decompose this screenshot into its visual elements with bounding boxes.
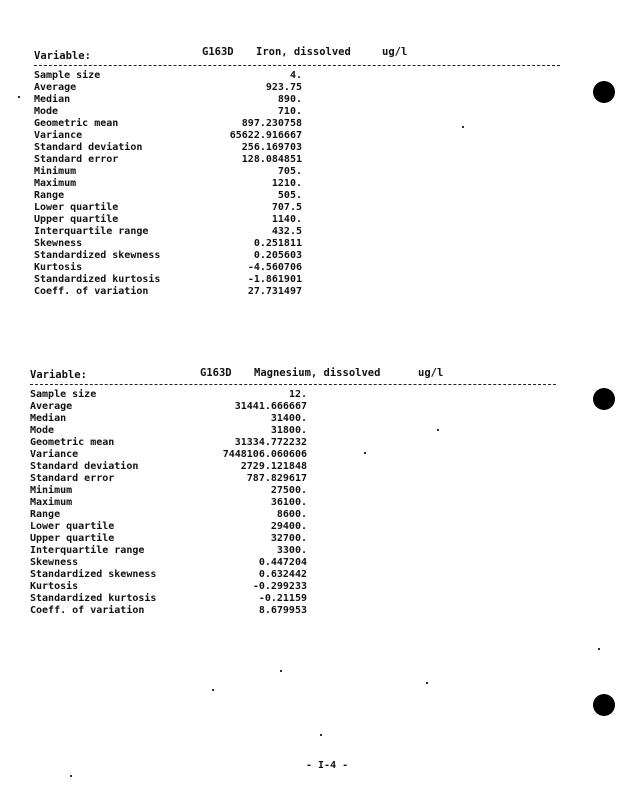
stat-label: Skewness	[30, 557, 79, 568]
stat-row	[30, 557, 564, 569]
stat-row	[34, 274, 564, 286]
stat-label: Range	[34, 190, 65, 201]
punch-hole	[593, 694, 615, 716]
stat-label: Median	[30, 413, 67, 424]
scan-speck	[280, 670, 282, 672]
stat-value: 1140.	[271, 214, 302, 225]
dashed-divider	[30, 384, 556, 385]
variable-code: G163D	[200, 367, 232, 379]
stat-row	[30, 545, 564, 557]
variable-header	[30, 369, 564, 383]
scan-speck	[364, 452, 366, 454]
stat-row	[34, 70, 564, 82]
stat-value: 432.5	[271, 226, 302, 237]
stat-row	[34, 202, 564, 214]
stat-row	[34, 286, 564, 298]
stat-row	[30, 473, 564, 485]
stat-value: 707.5	[271, 202, 302, 213]
stat-label: Sample size	[30, 389, 97, 400]
stat-label: Average	[30, 401, 73, 412]
stat-label: Upper quartile	[34, 214, 119, 225]
stat-row	[34, 94, 564, 106]
stat-label: Range	[30, 509, 61, 520]
stat-row	[30, 485, 564, 497]
stat-value: -0.299233	[252, 581, 307, 592]
scan-speck	[212, 689, 214, 691]
stat-value: 29400.	[270, 521, 307, 532]
page-number: - I-4 -	[306, 760, 349, 771]
stat-row	[30, 425, 564, 437]
stat-label: Standardized kurtosis	[34, 274, 161, 285]
stat-label: Average	[34, 82, 77, 93]
stat-label: Kurtosis	[30, 581, 79, 592]
stat-row	[34, 154, 564, 166]
stat-value: 27500.	[270, 485, 307, 496]
stat-value: -1.861901	[247, 274, 302, 285]
stat-value: 32700.	[270, 533, 307, 544]
variable-description: Iron, dissolved	[256, 46, 351, 58]
stat-row	[30, 593, 564, 605]
stat-value: 256.169703	[241, 142, 302, 153]
stat-label: Standard deviation	[30, 461, 139, 472]
stat-label: Standard deviation	[34, 142, 143, 153]
stat-label: Coeff. of variation	[34, 286, 149, 297]
variable-label: Variable:	[30, 369, 87, 381]
stats-block-iron	[34, 46, 564, 298]
punch-hole	[593, 81, 615, 103]
stat-label: Maximum	[30, 497, 73, 508]
stat-row	[34, 82, 564, 94]
stat-value: 65622.916667	[229, 130, 302, 141]
stat-value: 923.75	[265, 82, 302, 93]
stat-row	[30, 389, 564, 401]
stat-value: 27.731497	[247, 286, 302, 297]
stat-value: 36100.	[270, 497, 307, 508]
scan-speck	[426, 682, 428, 684]
variable-unit: ug/l	[418, 367, 444, 379]
stat-value: -0.21159	[258, 593, 307, 604]
stat-value: 1210.	[271, 178, 302, 189]
stat-label: Minimum	[30, 485, 73, 496]
variable-header	[34, 46, 564, 64]
stat-row	[34, 250, 564, 262]
stat-row	[30, 509, 564, 521]
stat-row	[30, 461, 564, 473]
stat-label: Variance	[30, 449, 79, 460]
stat-label: Geometric mean	[34, 118, 119, 129]
stat-value: 505.	[277, 190, 302, 201]
stat-row	[30, 521, 564, 533]
stat-value: 0.447204	[258, 557, 307, 568]
stat-row	[30, 533, 564, 545]
stat-row	[34, 238, 564, 250]
stat-value: 890.	[277, 94, 302, 105]
variable-label: Variable:	[34, 50, 91, 62]
stat-row	[34, 178, 564, 190]
stat-value: 0.251811	[253, 238, 302, 249]
stat-value: -4.560706	[247, 262, 302, 273]
stat-row	[34, 106, 564, 118]
stat-row	[30, 449, 564, 461]
stat-value: 31441.666667	[234, 401, 307, 412]
stat-label: Interquartile range	[34, 226, 149, 237]
stats-block-magnesium	[30, 369, 564, 617]
stat-label: Coeff. of variation	[30, 605, 145, 616]
stat-value: 3300.	[276, 545, 307, 556]
stat-value: 2729.121848	[240, 461, 307, 472]
stat-label: Minimum	[34, 166, 77, 177]
stat-value: 31334.772232	[234, 437, 307, 448]
stat-value: 8600.	[276, 509, 307, 520]
stat-row	[34, 118, 564, 130]
stat-value: 7448106.060606	[222, 449, 307, 460]
scan-speck	[462, 126, 464, 128]
stat-value: 8.679953	[258, 605, 307, 616]
stat-label: Kurtosis	[34, 262, 83, 273]
stat-row	[30, 605, 564, 617]
stat-label: Standardized skewness	[30, 569, 157, 580]
stat-value: 787.829617	[246, 473, 307, 484]
stat-row	[34, 130, 564, 142]
stat-label: Standard error	[30, 473, 115, 484]
stat-row	[34, 262, 564, 274]
stat-row	[34, 166, 564, 178]
variable-code: G163D	[202, 46, 234, 58]
stat-value: 12.	[288, 389, 307, 400]
variable-description: Magnesium, dissolved	[254, 367, 381, 379]
stat-row	[34, 226, 564, 238]
stat-label: Lower quartile	[34, 202, 119, 213]
stat-value: 0.205603	[253, 250, 302, 261]
stats-list	[30, 389, 564, 617]
stat-row	[30, 497, 564, 509]
stat-label: Maximum	[34, 178, 77, 189]
stat-label: Sample size	[34, 70, 101, 81]
stat-row	[30, 413, 564, 425]
stat-row	[30, 581, 564, 593]
stat-row	[30, 569, 564, 581]
variable-unit: ug/l	[382, 46, 408, 58]
stat-row	[34, 214, 564, 226]
scan-speck	[598, 648, 600, 650]
stat-label: Standard error	[34, 154, 119, 165]
stat-label: Standardized kurtosis	[30, 593, 157, 604]
stat-label: Interquartile range	[30, 545, 145, 556]
stat-value: 710.	[277, 106, 302, 117]
scan-speck	[320, 734, 322, 736]
scan-speck	[437, 429, 439, 431]
stat-row	[34, 190, 564, 202]
stat-row	[34, 142, 564, 154]
punch-hole	[593, 388, 615, 410]
stat-value: 4.	[289, 70, 302, 81]
stat-value: 705.	[277, 166, 302, 177]
stat-label: Standardized skewness	[34, 250, 161, 261]
stat-label: Lower quartile	[30, 521, 115, 532]
stat-row	[30, 401, 564, 413]
stat-label: Geometric mean	[30, 437, 115, 448]
scan-speck	[70, 775, 72, 777]
stat-label: Mode	[34, 106, 59, 117]
stat-label: Mode	[30, 425, 55, 436]
stat-row	[30, 437, 564, 449]
dashed-divider	[34, 65, 560, 66]
stat-label: Upper quartile	[30, 533, 115, 544]
stat-value: 897.230758	[241, 118, 302, 129]
stat-label: Variance	[34, 130, 83, 141]
stat-value: 0.632442	[258, 569, 307, 580]
stat-value: 128.084851	[241, 154, 302, 165]
stat-value: 31800.	[270, 425, 307, 436]
stat-label: Median	[34, 94, 71, 105]
stats-list	[34, 70, 564, 298]
stat-value: 31400.	[270, 413, 307, 424]
stat-label: Skewness	[34, 238, 83, 249]
scan-speck	[18, 96, 20, 98]
